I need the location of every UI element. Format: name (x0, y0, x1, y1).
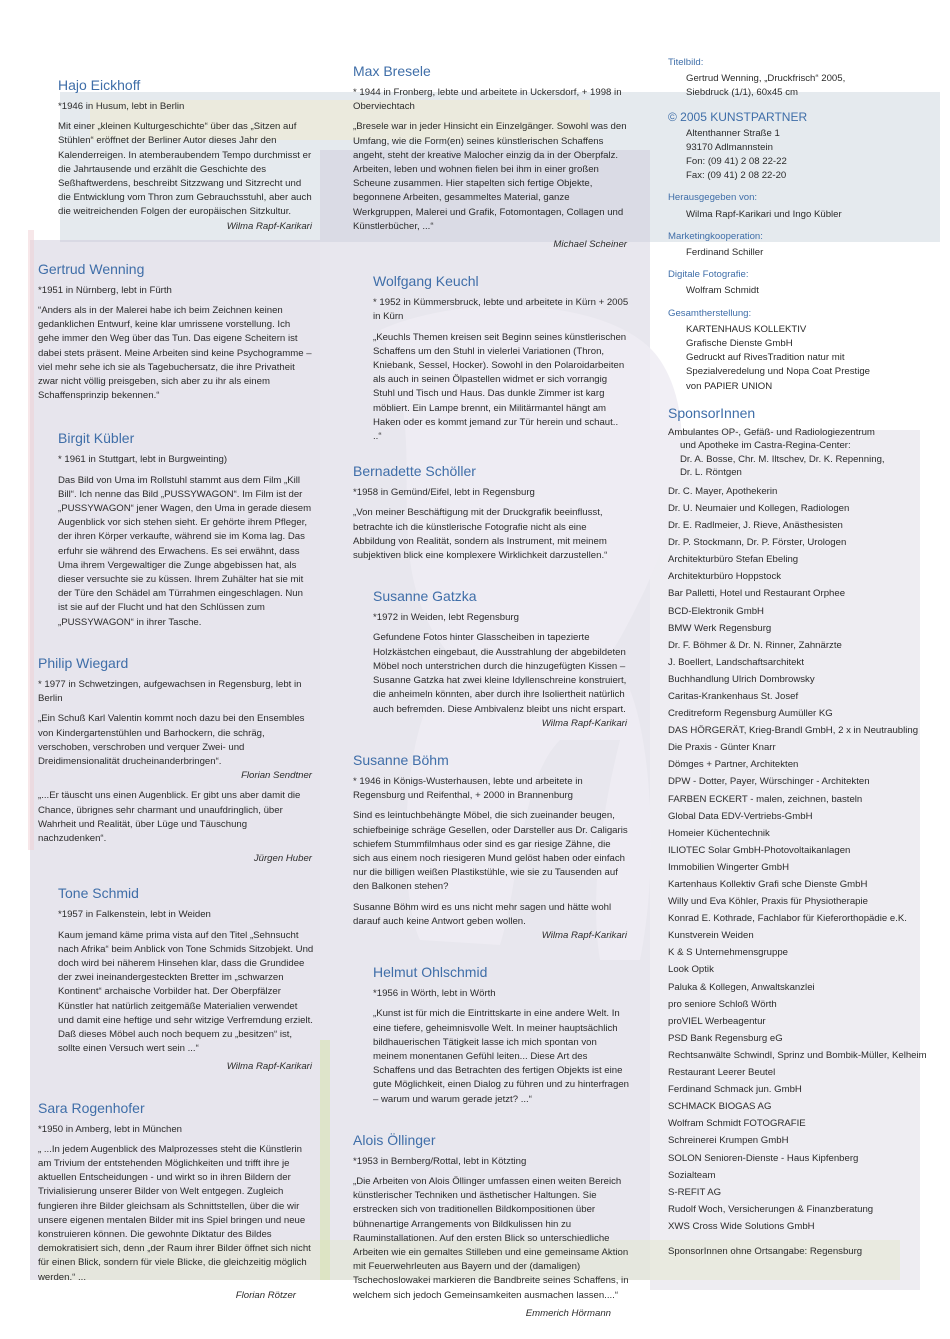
sponsor-item: Kunstverein Weiden (668, 930, 754, 942)
quote-author: Wilma Rapf-Karikari (226, 1061, 312, 1073)
artist-bio: *1956 in Wörth, lebt in Wörth (373, 988, 496, 1000)
sponsor-item: Caritas-Krankenhaus St. Josef (668, 690, 799, 702)
artist-entry (38, 654, 314, 866)
artist-text: Mit einer „kleinen Kulturgeschichte“ über das „Sitzen auf Stühlen“ eröffnet der Berliner Autor dieses Jahr den Kalenderreigen. In atemberaubendem Tempo durchmisst er die Jahrtausende und erzählt die Geschichte des Seßhaftwerdens, beschreibt Sitzzwang und Sitzrecht und die Entwicklung vom Thron zum Gebrauchsstuhl, aber auch die weitreichenden Folgen der europäischen Sitzkultur. (58, 121, 312, 218)
sponsor-item: Ferdinand Schmack jun. GmbH (668, 1084, 802, 1096)
production-line: KARTENHAUS KOLLEKTIV (686, 323, 807, 335)
artist-text: „Kunst ist für mich die Eintrittskarte in eine andere Welt. In eine tiefere, geheimnisvolle Welt. In meiner hauptsächlich bildhauerischen Tätigkeit lasse ich mich spontan von meinem monentanen Gefühl leiten... Diese Art des Schaffens und das Betrachten des fertigen Objekts ist eine gute Möglichkeit, einen Dialog zu führen und zu hinterfragen – warum und warum gerade jetzt? ...“ (373, 1008, 629, 1105)
artist-text: „ ...In jedem Augenblick des Malprozesses steht die Künstlerin am Trivium der entstehenden Möglichkeiten und trifft ihre je aktuellen Entscheidungen - und wirkt so in ihren Bildern der Trivialisierung unserer Bilder von Welt entgegen. Zugleich fungieren ihre Bilder gleichsam als Schnittstellen, über die wir unsere eigenen mentalen Bilder mit ins Spiel bringen und neue konstruieren können. Die gewohnte Diktatur des Bildes demokratisiert sich, denn „der Raum ihrer Bilder öffnet sich nicht für einen Blick, sondern für viele Blicke, die gleichzeitig möglich werden.“ ... (38, 1143, 311, 1283)
sponsor-item: BCD-Elektronik GmbH (668, 605, 764, 617)
artist-text: „Die Arbeiten von Alois Öllinger umfassen einen weiten Bereich künstlerischer Techniken und ästhetischer Haltungen. Sie erstrecken sich von traditionellen Bildkompositionen über bühnenartige Arrangements von Bildkulissen hin zu Rauminstallationen. Auf den ersten Blick so unterschiedliche Arbeiten wie ein gemaltes Stilleben und eine gemeinsame Aktion mit Feuerwehrleuten aus Bayern und der (damaligen) Tschechoslowakei markieren die Bandbreite seines Schaffens, in welchem sich jedoch Gemeinsamkeiten ausmachen lassen....“ (353, 1175, 629, 1301)
artist-name: Alois Öllinger (353, 1131, 436, 1148)
production-label: Gesamtherstellung: (668, 307, 752, 319)
sponsor-item: Schreinerei Krumpen GmbH (668, 1135, 789, 1147)
artist-entry (38, 260, 314, 404)
sponsor-item: DAS HÖRGERÄT, Krieg-Brandl GmbH, 2 x in Neutraubling (668, 725, 919, 737)
sponsor-item: Dr. C. Mayer, Apothekerin (668, 485, 778, 497)
artist-name: Gertrud Wenning (38, 260, 145, 277)
marketing-label: Marketingkooperation: (668, 230, 763, 242)
sponsor-item: Dr. U. Neumaier und Kollegen, Radiologen (668, 502, 850, 514)
editors-label: Herausgegeben von: (668, 192, 758, 204)
artist-bio: * 1961 in Stuttgart, lebt in Burgweinting) (58, 454, 228, 466)
sponsor-item: Bar Palletti, Hotel und Restaurant Orphee (668, 588, 846, 600)
artist-name: Susanne Böhm (353, 751, 449, 768)
artist-text: Gefundene Fotos hinter Glasscheiben in tapezierte Holzkästchen eingebaut, die Ausstrahlung der abgebildeten Möbel noch unterstrichen durch die hinzugefügten Kissen – Susanne Gatzka hat zwei kleine Idyllenschreine konstruiert, die anheimeln könnten, aber durch ihre Isoliertheit natürlich auch befremden. Diese Ambivalenz bleibt uns nicht erspart. (373, 632, 627, 715)
artist-name: Philip Wiegard (38, 654, 129, 671)
sponsor-item: pro seniore Schloß Wörth (668, 998, 777, 1010)
quote-author: Florian Rötzer (235, 1289, 296, 1301)
artist-entry (38, 76, 314, 234)
artist-entry (353, 62, 629, 252)
artist-bio: *1957 in Falkenstein, lebt in Weiden (58, 909, 211, 921)
artist-entry (353, 1131, 629, 1321)
sponsor-item: Homeier Küchentechnik (668, 827, 770, 839)
artist-entry (38, 1099, 314, 1303)
sponsor-item: Creditreform Regensburg Aumüller KG (668, 708, 833, 720)
artist-text: „Keuchls Themen kreisen seit Beginn seines künstlerischen Schaffens um den Stuhl in vielerlei Variationen (Thron, Kniebank, Sessel, Hocker). Sowohl in den Polaroidarbeiten als auch in seinen Ölpastellen widmet er sich vorrangig Stuhl und Tisch und Haus. Das dunkle Zimmer ist karg möbliert. Ein Lampe brennt, ein Militärmantel hängt am Haken oder es kommt jemand zur Tür herein und schaut.. ..“ (373, 331, 627, 443)
artist-entry (353, 751, 629, 943)
sponsor-item: DPW - Dotter, Payer, Würschinger - Architekten (668, 776, 870, 788)
artist-text: “Anders als in der Malerei habe ich beim Zeichnen keinen gedanklichen Entwurf, keine klar umrissene vorstellung. Ich gehe immer den Weg über das Tun. Das eigene Scheitern ist dabei stets präsent. Meine Arbeiten sind keine Psychogramme – viel mehr sehe ich sie als Tagebuchersatz, die ihre Privatheit zwar nicht völlig preisgeben, sich aber zu ihr als einem Schaffensprinzip bekennen.“ (38, 305, 312, 402)
sponsor-item: Wolfram Schmidt FOTOGRAFIE (668, 1118, 806, 1130)
artist-text: Kaum jemand käme prima vista auf den Titel „Sehnsucht nach Afrika“ beim Anblick von Tone Schmids Sitzobjekt. Und doch wird bei näherem Hinsehen klar, dass die Grundidee der zwei ineinandergesteckten Bretter im „schwarzen Kontinent“ archaische Vorbilder hat. Der Oberpfälzer Künstler hat natürlich zeitgemäße Materialien verwendet und damit eine heftige und sehr witzige Verfremdung erzielt. Daß dieses Möbel auch noch bequem zu „besitzen“ ist, sollte einen Versuch wert sein ...“ (58, 929, 314, 1055)
sponsors-title: SponsorInnen (668, 404, 756, 421)
artist-bio: *1953 in Bernberg/Rottal, lebt in Kötzting (353, 1155, 527, 1167)
middle-column (353, 62, 629, 1339)
sponsor-item: Dömges + Partner, Architekten (668, 759, 799, 771)
quote-author: Florian Sendtner (241, 770, 312, 782)
sponsor-item: PSD Bank Regensburg eG (668, 1032, 783, 1044)
artist-entry (38, 884, 314, 1074)
sponsor-list (668, 483, 930, 1235)
artist-bio: * 1977 in Schwetzingen, aufgewachsen in Regensburg, lebt in Berlin (38, 678, 302, 705)
sponsor-item: Konrad E. Kothrade, Fachlabor für Kieferorthopädie e.K. (668, 913, 907, 925)
artist-name: Susanne Gatzka (373, 588, 477, 605)
sponsor-item: Willy und Eva Köhler, Praxis für Physiotherapie (668, 896, 868, 908)
marketing: Ferdinand Schiller (686, 247, 764, 259)
sponsor-item: SOLON Senioren-Dienste - Haus Kipfenberg (668, 1152, 859, 1164)
sponsor-item: Restaurant Leerer Beutel (668, 1067, 776, 1079)
artist-entry (353, 963, 629, 1107)
sponsor-subline: Dr. L. Röntgen (680, 467, 742, 479)
cover-info (668, 72, 930, 100)
cover-line: Gertrud Wenning, „Druckfrisch“ 2005, (686, 73, 846, 85)
address-line: 93170 Adlmannstein (686, 141, 773, 153)
artist-name: Bernadette Schöller (353, 463, 476, 480)
artist-text: „Ein Schuß Karl Valentin kommt noch dazu bei den Ensembles von Kindergartenstühlen und Barhockern, die schräg, verschoben, verschroben und verquer Zwei- und Dreidimensionalität drucheinanderbringen“. (38, 713, 305, 767)
sponsor-item: BMW Werk Regensburg (668, 622, 772, 634)
sponsor-item: Ambulantes OP-, Gefäß- und Radiologiezentrum (668, 426, 875, 438)
sponsor-item: Rechtsanwälte Schwindl, Sprinz und Bombik-Müller, Kelheim (668, 1049, 927, 1061)
artist-name: Tone Schmid (58, 885, 139, 902)
sponsor-item: Paluka & Kollegen, Anwaltskanzlei (668, 981, 815, 993)
left-column (38, 76, 314, 1321)
sponsor-item: Sozialteam (668, 1169, 716, 1181)
phone-line: Fon: (09 41) 2 08 22-22 (686, 156, 787, 168)
artist-text: „Von meiner Beschäftigung mit der Druckgrafik beeinflusst, betrachte ich die künstlerische Fotografie nicht als eine Abbildung von Realität, sondern als Instrument, mit meinem subjektiven blick eine komplexere Wirklichkeit darzustellen.“ (353, 507, 608, 562)
artist-text: „Bresele war in jeder Hinsicht ein Einzelgänger. Sowohl was den Umfang, wie die Form(en) seines künstlerischen Schaffens angeht, steht der kreative Malocher einzig da in der Oberpfalz. Arbeiten, leben und wohnen fielen bei ihm in einer großen Scheune zusammen. Hier stapelten sich fertige Objekte, begonnene Arbeiten, gesammeltes Material, ganze Werkgruppen, Malerei und Grafik, Fotomontagen, Collagen und Künstlerbücher, ...“ (353, 121, 627, 232)
sponsor-item: ILIOTEC Solar GmbH-Photovoltaikanlagen (668, 844, 851, 856)
artist-name: Max Bresele (353, 63, 431, 79)
artist-bio: *1951 in Nürnberg, lebt in Fürth (38, 284, 172, 296)
artist-name: Birgit Kübler (58, 430, 135, 447)
right-column (668, 56, 930, 1259)
photographer: Wolfram Schmidt (686, 285, 759, 297)
artist-bio: *1950 in Amberg, lebt in München (38, 1123, 182, 1135)
sponsor-item: proVIEL Werbeagentur (668, 1015, 766, 1027)
production-line: Spezialveredelung und Nopa Coat Prestige (686, 366, 871, 378)
fax-line: Fax: (09 41) 2 08 22-20 (686, 170, 787, 182)
photo-label: Digitale Fotografie: (668, 269, 749, 281)
artist-bio: * 1952 in Kümmersbruck, lebte und arbeitete in Kürn + 2005 in Kürn (373, 297, 629, 323)
editors: Wilma Rapf-Karikari und Ingo Kübler (686, 208, 842, 220)
artist-entry (353, 462, 629, 563)
sponsor-item: Dr. P. Stockmann, Dr. P. Förster, Urologen (668, 537, 847, 549)
address-line: Altenthanner Straße 1 (686, 127, 780, 139)
cover-line: Siebdruck (1/1), 60x45 cm (686, 87, 798, 99)
sponsor-item: Architekturbüro Hoppstock (668, 571, 782, 583)
copyright: © 2005 KUNSTPARTNER (668, 109, 808, 124)
artist-text: Sind es leintuchbehängte Möbel, die sich zueinander beugen, schiefbeinige schräge Gesellen, oder Darsteller aus Dr. Caligaris schiefem Stummfilmhaus oder sind es gar riesige Zähne, die sich aus einem noch riesigeren Mund gelöst haben oder einfach nur die billigen weißen Plastikstühle, wie sie zu Tausenden auf den Balkonen stehen? (353, 810, 628, 893)
production-line: Gedruckt auf RivesTradition natur mit (686, 352, 845, 364)
sponsor-item: J. Boellert, Landschaftsarchitekt (668, 656, 804, 668)
artist-name: Helmut Ohlschmid (373, 964, 488, 981)
artist-bio: * 1946 in Königs-Wusterhausen, lebte und arbeitete in Regensburg und Reifenthal, + 2000 in Brannenburg (353, 775, 583, 802)
artist-text-2: Susanne Böhm wird es uns nicht mehr sagen und hätte wohl darauf auch keine Antwort geben wollen. (353, 901, 612, 927)
artist-name: Sara Rogenhofer (38, 1099, 145, 1116)
sponsor-item: K & S Unternehmensgruppe (668, 947, 788, 959)
sponsor-item: Look Optik (668, 964, 714, 976)
sponsor-item: Global Data EDV-Vertriebs-GmbH (668, 810, 813, 822)
quote-author: Jürgen Huber (253, 853, 312, 865)
quote-author: Wilma Rapf-Karikari (226, 220, 312, 232)
sponsor-item: SCHMACK BIOGAS AG (668, 1101, 772, 1113)
quote-author: Emmerich Hörmann (525, 1307, 611, 1319)
sponsor-item: Buchhandlung Ulrich Dombrowsky (668, 673, 815, 685)
sponsors-note: SponsorInnen ohne Ortsangabe: Regensburg (668, 1245, 863, 1257)
sponsor-item: Immobilien Wingerter GmbH (668, 861, 790, 873)
artist-name: Hajo Eickhoff (58, 77, 141, 93)
artist-entry (353, 272, 629, 444)
production-line: Grafische Dienste GmbH (686, 338, 793, 350)
artist-bio: *1958 in Gemünd/Eifel, lebt in Regensburg (353, 487, 535, 499)
art-stripe-rose (28, 230, 34, 850)
sponsor-item: Architekturbüro Stefan Ebeling (668, 554, 799, 566)
quote-author: Michael Scheiner (553, 239, 627, 251)
artist-entry (353, 587, 629, 731)
sponsor-item: Kartenhaus Kollektiv Grafi sche Dienste GmbH (668, 879, 868, 891)
artist-entry (38, 429, 314, 629)
sponsor-item: XWS Cross Wide Solutions GmbH (668, 1220, 815, 1232)
publisher-address (668, 127, 930, 184)
sponsor-item: S-REFIT AG (668, 1186, 722, 1198)
production-info (668, 323, 930, 394)
sponsor-subline: Dr. A. Bosse, Chr. M. Iltschev, Dr. K. Repenning, (680, 453, 885, 465)
sponsor-item: FARBEN ECKERT - malen, zeichnen, basteln (668, 793, 863, 805)
sponsor-item: Rudolf Woch, Versicherungen & Finanzberatung (668, 1203, 874, 1215)
sponsor-item: Dr. E. Radlmeier, J. Rieve, Anästhesisten (668, 520, 843, 532)
artist-bio: *1972 in Weiden, lebt Regensburg (373, 612, 519, 624)
art-stripe-green (320, 1040, 330, 1280)
artist-text: Das Bild von Uma im Rollstuhl stammt aus dem Film „Kill Bill“. Ich nenne das Bild „PUSSYWAGON“. Im Film ist der „PUSSYWAGON“ jener Wagen, den Uma in gerade diesem Augenblick vor sich stehen sieht. Er gehörte ihrem Pfleger, der ihren Körper verkaufte, während sie im Koma lag. Das erfuhr sie während des Erwachens. Es sei erwähnt, dass Uma ihrem Vergewaltiger die Zunge abgebissen hat, als dieser versuchte sie zu küssen. Ihrem Zuhälter hat sie mit der Türe den Schädel am Türrahmen eingeschlagen. Nun ist sie auf der Flucht und hat den Schlüssen zum „PUSSYWAGON“ in ihrer Tasche. (58, 474, 312, 628)
quote-author: Wilma Rapf-Karikari (541, 929, 627, 941)
sponsor-item: Die Praxis - Günter Knarr (668, 742, 776, 754)
sponsor-subline: und Apotheke im Castra-Regina-Center: (680, 440, 851, 452)
artist-bio: *1946 in Husum, lebt in Berlin (58, 101, 185, 112)
artist-text-2: „...Er täuscht uns einen Augenblick. Er gibt uns aber damit die Chance, übrignes sehr charmant und unaufdringlich, über Wahrheit und Realität, über Lüge und Täuschung nachzudenken“. (38, 790, 301, 844)
quote-author: Wilma Rapf-Karikari (541, 717, 627, 729)
sponsor-item: Dr. F. Böhmer & Dr. N. Rinner, Zahnärzte (668, 639, 842, 651)
artist-bio: * 1944 in Fronberg, lebte und arbeitete in Uckersdorf, + 1998 in Oberviechtach (353, 87, 622, 113)
artist-name: Wolfgang Keuchl (373, 273, 479, 290)
cover-label: Titelbild: (668, 57, 704, 68)
production-line: von PAPIER UNION (686, 380, 773, 392)
